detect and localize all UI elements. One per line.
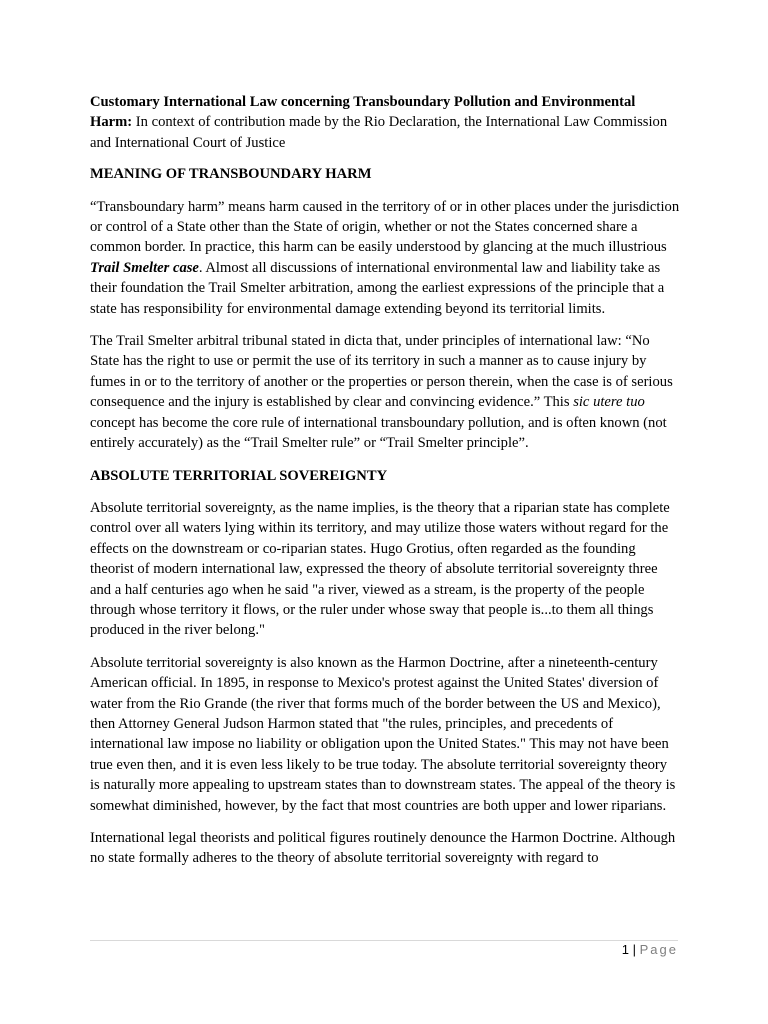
paragraph-sovereignty-3: International legal theorists and political figures routinely denounce the Harmon Doctrine. Although no state formally adheres to the theory of absolute territorial sovereignty with regard to — [90, 830, 676, 867]
paragraph-sovereignty-2: Absolute territorial sovereignty is also known as the Harmon Doctrine, after a nineteenth-century American official. In 1895, in response to Mexico's protest against the United States' diversion of water from the Rio Grande (the river that forms much of the border between the US and Mexico), then Attorney General Judson Harmon stated that "the rules, principles, and precedents of international law impose no liability or obligation upon the United States." This may not have been true even then, and it is even less likely to be true today. The absolute territorial sovereignty theory is naturally more appealing to upstream states than to downstream states. The appeal of the theory is somewhat diminished, however, by the fact that most countries are both upper and lower riparians. — [90, 654, 676, 814]
paragraph-transboundary-2 — [90, 331, 680, 453]
section-heading-transboundary-harm: MEANING OF TRANSBOUNDARY HARM — [90, 166, 372, 183]
paragraph-text: concept has become the core rule of international transboundary pollution, and is often known (not entirely accurately) as the “Trail Smelter rule” or “Trail Smelter principle”. — [90, 414, 667, 452]
footer-separator: | — [632, 942, 636, 957]
case-name-emphasis: Trail Smelter case — [90, 259, 199, 276]
document-body — [90, 92, 680, 881]
section-heading-absolute-sovereignty: ABSOLUTE TERRITORIAL SOVEREIGNTY — [90, 467, 388, 484]
paragraph-transboundary-1 — [90, 197, 680, 319]
paragraph-text: . Almost all discussions of international environmental law and liability take as their foundation the Trail Smelter arbitration, among the earliest expressions of the principle that a state has responsibility for environmental damage extending beyond its territorial limits. — [90, 259, 665, 317]
page-number: 1 — [621, 942, 629, 957]
page-label: Page — [639, 942, 678, 957]
title-rest: In context of contribution made by the Rio Declaration, the International Law Commission and International Court of Justice — [90, 114, 668, 151]
title-bold: Customary International Law concerning Transboundary Pollution and Environmental Harm: — [90, 94, 636, 131]
paragraph-sovereignty-1: Absolute territorial sovereignty, as the name implies, is the theory that a riparian state has complete control over all waters lying within its territory, and may utilize those waters without regard for the effects on the downstream or co-riparian states. Hugo Grotius, often regarded as the founding theorist of modern international law, expressed the theory of absolute territorial sovereignty three and a half centuries ago when he said "a river, viewed as a stream, is the property of the people through whose territory it flows, or the ruler under whose sway that people is...to them all things produced in the river belong." — [90, 499, 670, 639]
paragraph-text: The Trail Smelter arbitral tribunal stated in dicta that, under principles of international law: “No State has the right to use or permit the use of its territory in such a manner as to cause injury by fumes in or to the territory of another or the properties or person therein, when the case is of serious consequence and the injury is established by clear and convincing evidence.” This — [90, 333, 673, 411]
footer-divider — [90, 940, 678, 941]
paragraph-text: “Transboundary harm” means harm caused in the territory of or in other places under the jurisdiction or control of a State other than the State of origin, whether or not the States concerned share a common border. In practice, this harm can be easily understood by glancing at the much illustrious — [90, 198, 680, 256]
latin-phrase-emphasis: sic utere tuo — [573, 394, 645, 411]
page-footer — [622, 942, 678, 957]
document-title — [90, 92, 680, 153]
